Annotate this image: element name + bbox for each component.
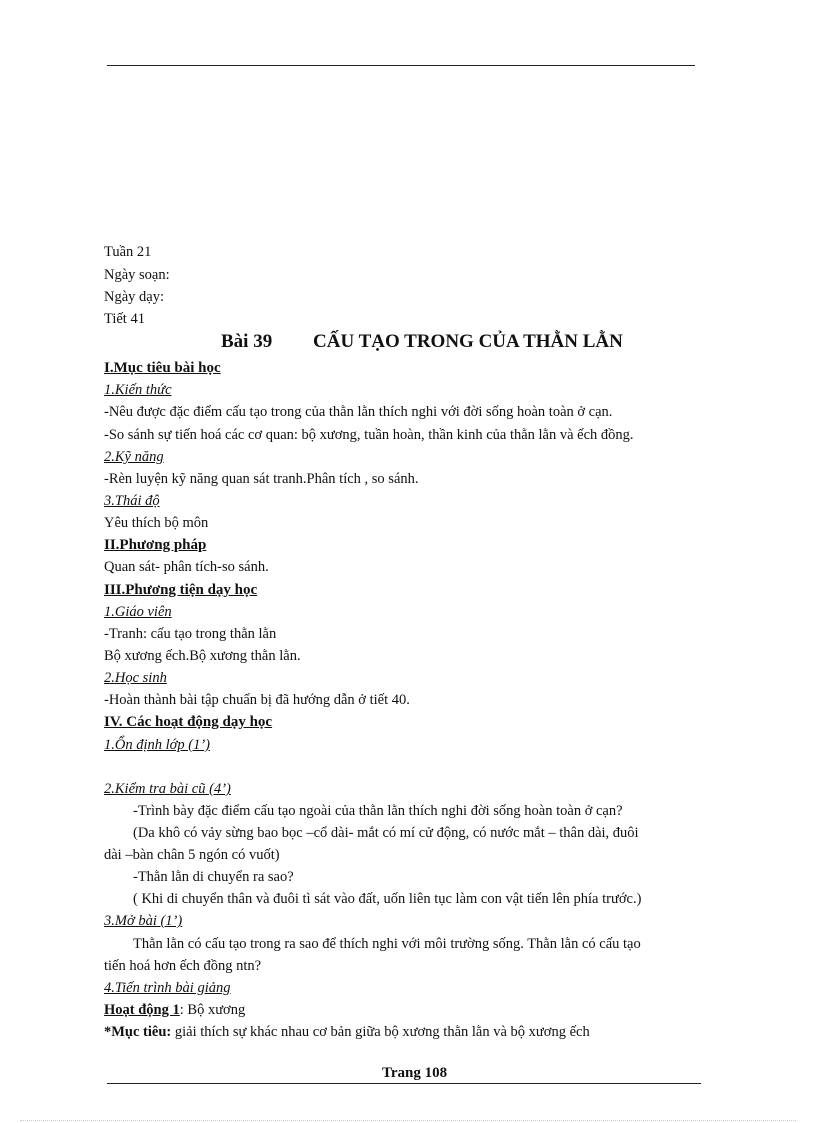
knowledge-line-2: -So sánh sự tiến hoá các cơ quan: bộ xương, tuần hoàn, thần kinh của thằn lằn và ếch đồng. [104, 427, 634, 443]
section-activities: IV. Các hoạt động dạy học [104, 714, 273, 730]
goal-label: *Mục tiêu: [104, 1024, 172, 1040]
section-method: II.Phương pháp [104, 537, 207, 553]
sub-teacher: 1.Giáo viên [104, 604, 172, 620]
review-answer-1a: (Da khô có vảy sừng bao bọc –cổ dài- mắt có mí cử động, có nước mắt – thân dài, đuôi [133, 825, 639, 841]
sub-class-order: 1.Ổn định lớp (1’) [104, 737, 211, 753]
sub-student: 2.Học sinh [104, 670, 167, 686]
sub-lesson-progress: 4.Tiến trình bài giảng [104, 980, 231, 996]
review-answer-2: ( Khi di chuyển thân và đuôi tì sát vào đất, uốn liên tục làm con vật tiến lên phía trước.) [133, 891, 642, 907]
teacher-line-1: -Tranh: cấu tạo trong thằn lằn [104, 626, 277, 642]
lesson-title: CẤU TẠO TRONG CỦA THẰN LẰN [313, 331, 623, 352]
attitude-line: Yêu thích bộ môn [104, 515, 209, 531]
sub-introduction: 3.Mở bài (1’) [104, 913, 183, 929]
sub-skills: 2.Kỹ năng [104, 449, 164, 465]
page-number: Trang 108 [382, 1065, 448, 1081]
page-edge-divider [20, 1120, 796, 1121]
goal-text: giải thích sự khác nhau cơ bản giữa bộ xương thằn lằn và bộ xương ếch [171, 1024, 590, 1040]
top-rule [107, 65, 695, 66]
period-line: Tiết 41 [104, 311, 145, 327]
sub-review: 2.Kiểm tra bài cũ (4’) [104, 781, 231, 797]
activity-1-text: : Bộ xương [179, 1002, 246, 1018]
review-question-2: -Thằn lằn di chuyển ra sao? [133, 869, 294, 885]
lesson-number: Bài 39 [221, 331, 273, 352]
section-materials: III.Phương tiện dạy học [104, 582, 258, 598]
prep-date-line: Ngày soạn: [104, 267, 170, 283]
review-answer-1b: dài –bàn chân 5 ngón có vuốt) [104, 847, 280, 863]
week-line: Tuần 21 [104, 244, 152, 260]
skills-line: -Rèn luyện kỹ năng quan sát tranh.Phân tích , so sánh. [104, 471, 419, 487]
intro-line-1: Thằn lằn có cấu tạo trong ra sao để thích nghi với môi trường sống. Thằn lằn có cấu tạo [133, 936, 641, 952]
sub-attitude: 3.Thái độ [104, 493, 160, 509]
activity-1-label: Hoạt động 1 [104, 1002, 180, 1018]
knowledge-line-1: -Nêu được đặc điểm cấu tạo trong của thằn lằn thích nghi với đời sống hoàn toàn ở cạn. [104, 404, 613, 420]
teacher-line-2: Bộ xương ếch.Bộ xương thằn lằn. [104, 648, 301, 664]
bottom-rule [107, 1083, 701, 1084]
sub-knowledge: 1.Kiến thức [104, 382, 172, 398]
section-objectives: I.Mục tiêu bài học [104, 360, 221, 376]
intro-line-2: tiến hoá hơn ếch đồng ntn? [104, 958, 262, 974]
teach-date-line: Ngày dạy: [104, 289, 164, 305]
student-line: -Hoàn thành bài tập chuẩn bị đã hướng dẫn ở tiết 40. [104, 692, 410, 708]
activity-1-line [104, 1001, 245, 1019]
goal-line [104, 1023, 590, 1041]
method-line: Quan sát- phân tích-so sánh. [104, 559, 269, 575]
review-question-1: -Trình bày đặc điểm cấu tạo ngoài của thằn lằn thích nghi đời sống hoàn toàn ở cạn? [133, 803, 623, 819]
